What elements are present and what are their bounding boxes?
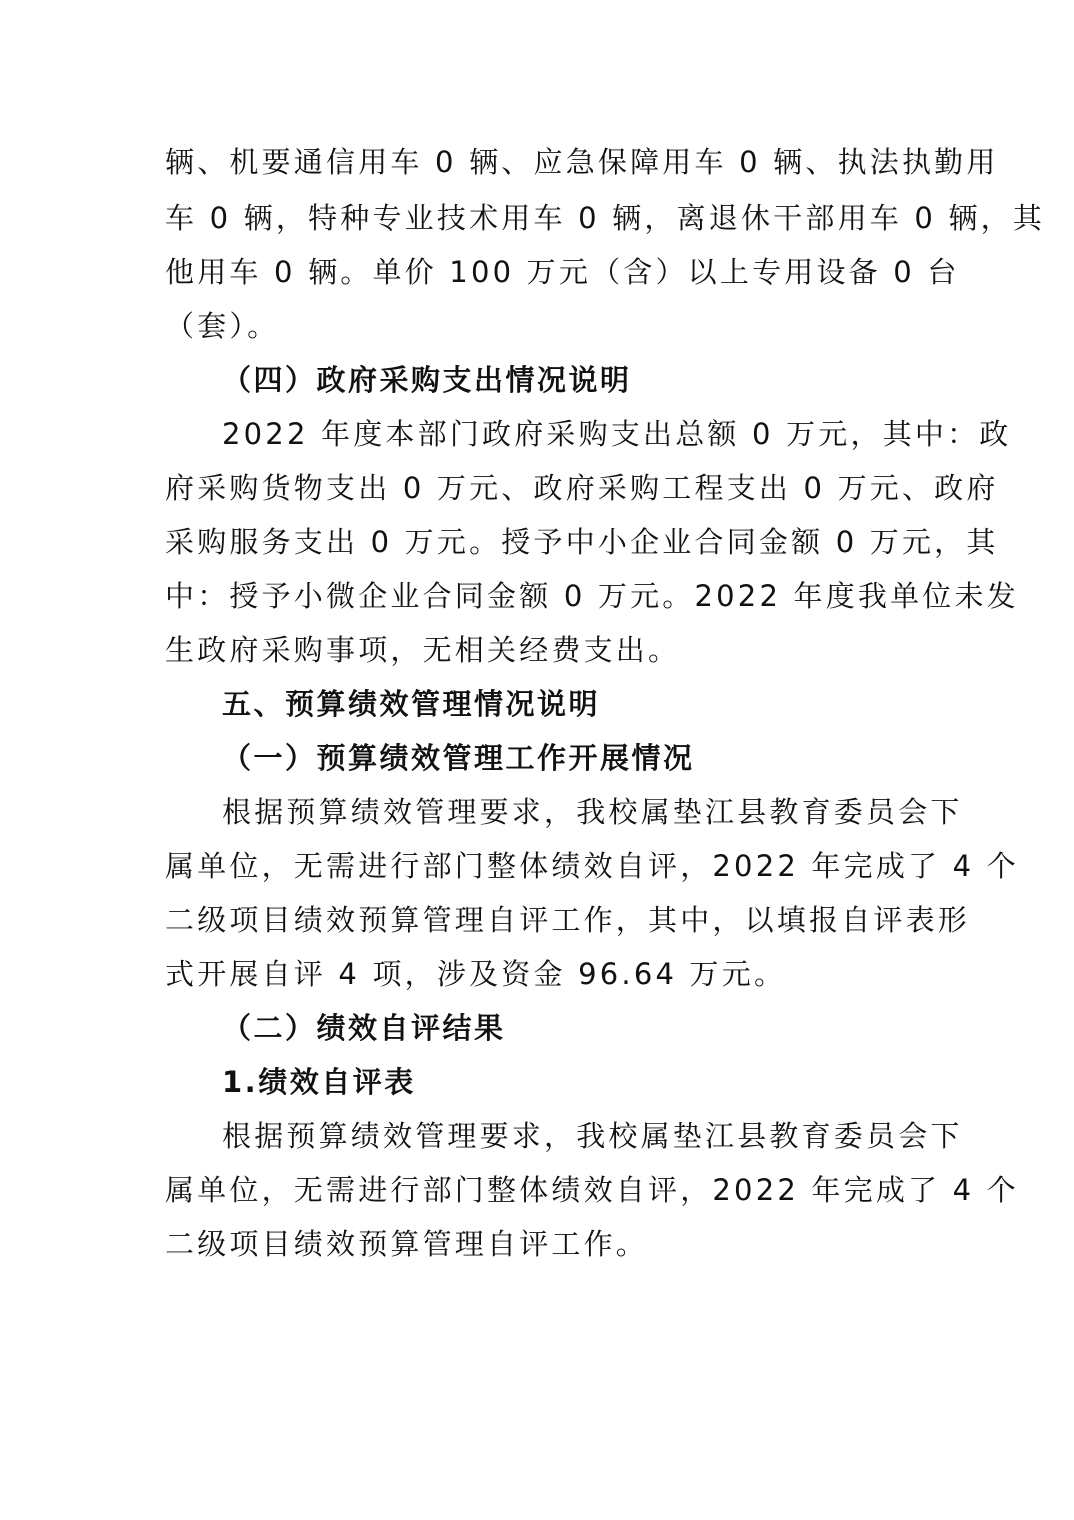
- paragraph-line: 属单位，无需进行部门整体绩效自评，2022 年完成了 4 个: [165, 849, 1019, 883]
- paragraph-line: 车 0 辆，特种专业技术用车 0 辆，离退休干部用车 0 辆，其: [165, 201, 1046, 235]
- section-heading-procurement: （四）政府采购支出情况说明: [222, 363, 632, 397]
- item-heading-self-eval-table: 1.绩效自评表: [222, 1065, 416, 1099]
- paragraph-line: 式开展自评 4 项，涉及资金 96.64 万元。: [165, 957, 787, 991]
- paragraph-line: 辆、机要通信用车 0 辆、应急保障用车 0 辆、执法执勤用: [165, 145, 999, 179]
- section-heading-work-progress: （一）预算绩效管理工作开展情况: [222, 741, 695, 775]
- section-heading-results: （二）绩效自评结果: [222, 1011, 506, 1045]
- paragraph-line: 生政府采购事项，无相关经费支出。: [165, 633, 681, 667]
- paragraph-line: 根据预算绩效管理要求，我校属垫江县教育委员会下: [222, 1119, 963, 1153]
- paragraph-line: 他用车 0 辆。单价 100 万元（含）以上专用设备 0 台: [165, 255, 960, 289]
- paragraph-line: 府采购货物支出 0 万元、政府采购工程支出 0 万元、政府: [165, 471, 999, 505]
- paragraph-line: 二级项目绩效预算管理自评工作，其中，以填报自评表形: [165, 903, 971, 937]
- paragraph-line: 二级项目绩效预算管理自评工作。: [165, 1227, 649, 1261]
- paragraph-line: 根据预算绩效管理要求，我校属垫江县教育委员会下: [222, 795, 963, 829]
- paragraph-line: 2022 年度本部门政府采购支出总额 0 万元，其中：政: [222, 417, 1012, 451]
- paragraph-line: 属单位，无需进行部门整体绩效自评，2022 年完成了 4 个: [165, 1173, 1019, 1207]
- paragraph-line: （套）。: [165, 309, 280, 343]
- paragraph-line: 采购服务支出 0 万元。授予中小企业合同金额 0 万元，其: [165, 525, 999, 559]
- paragraph-line: 中：授予小微企业合同金额 0 万元。2022 年度我单位未发: [165, 579, 1019, 613]
- chapter-heading-performance: 五、预算绩效管理情况说明: [222, 687, 601, 721]
